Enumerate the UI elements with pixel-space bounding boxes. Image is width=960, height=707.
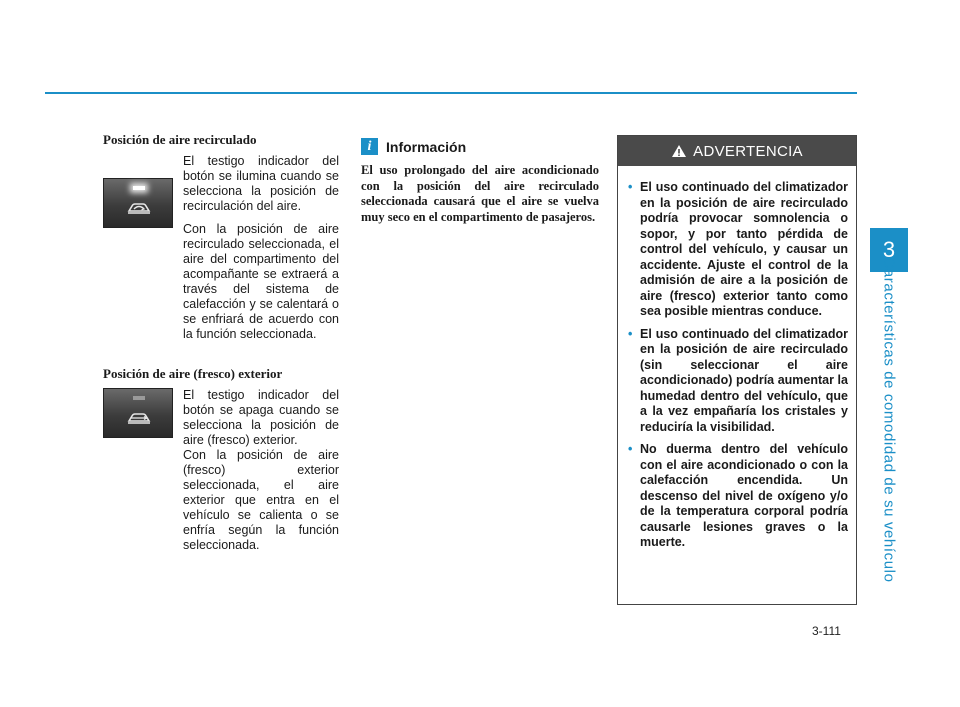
recirc-car-icon (126, 199, 152, 217)
fresh-button-image (103, 388, 173, 438)
page-number: 3-111 (812, 624, 841, 638)
info-column (361, 138, 599, 225)
info-text: El uso prolongado del aire acondicionado con la posición del aire recirculado seleccionada causará que el aire se vuelva muy seco en el compartimento de pasajeros. (361, 163, 599, 224)
recirc-text-2: Con la posición de aire recirculado seleccionada, el aire del compartimento del acompañante se extraerá a través del sistema de calefacción y se calentará o se enfriará de acuerdo con la función seleccionada. (183, 222, 339, 341)
warning-box (617, 135, 857, 605)
warning-item: • El uso continuado del climatizador en la posición de aire recirculado podría provocar somnolencia o sopor, y por tanto pérdida de control del vehículo, y causar un accidente. Ajuste el control de la admisión de aire a la posición de aire (fresco) exterior tanto como sea posible mientras conduce. (628, 180, 848, 320)
recirc-section (103, 154, 339, 342)
info-header (361, 138, 599, 155)
recirc-text-1: El testigo indicador del botón se ilumina cuando se selecciona la posición de recirculación del aire. (183, 154, 339, 213)
indicator-led-on (133, 186, 145, 190)
fresh-text-1: El testigo indicador del botón se apaga cuando se selecciona la posición de aire (fresco) exterior. (183, 388, 339, 447)
fresh-section (103, 388, 339, 553)
warning-list (618, 166, 856, 551)
warning-item: • No duerma dentro del vehículo con el aire acondicionado o con la calefacción encendida. Un descenso del nivel de oxígeno y/o de la temperatura corporal podría causarle lesiones graves o la muerte. (628, 442, 848, 551)
indicator-led-off (133, 396, 145, 400)
warning-item: • El uso continuado del climatizador en la posición de aire recirculado (sin seleccionar el aire acondicionado) podría aumentar la humedad dentro del vehículo, que a la vez empañaría los cristales y reduciría la visibilidad. (628, 327, 848, 436)
fresh-air-car-icon (126, 409, 152, 427)
recirc-heading: Posición de aire recirculado (103, 132, 257, 147)
chapter-number: 3 (882, 237, 896, 262)
top-rule (45, 92, 857, 94)
chapter-title: Características de comodidad de su vehículo (880, 257, 898, 583)
fresh-heading: Posición de aire (fresco) exterior (103, 366, 283, 381)
recirc-button-image (103, 178, 173, 228)
info-icon: i (361, 138, 378, 155)
info-title: Información (386, 138, 467, 155)
left-column (103, 132, 339, 561)
fresh-text-2: Con la posición de aire (fresco) exterior seleccionada, el aire exterior que entra en el vehículo se calienta o se enfría según la función seleccionada. (183, 448, 339, 552)
warning-header (618, 136, 856, 166)
warning-triangle-icon (671, 144, 687, 158)
warning-title: ADVERTENCIA (693, 142, 803, 160)
